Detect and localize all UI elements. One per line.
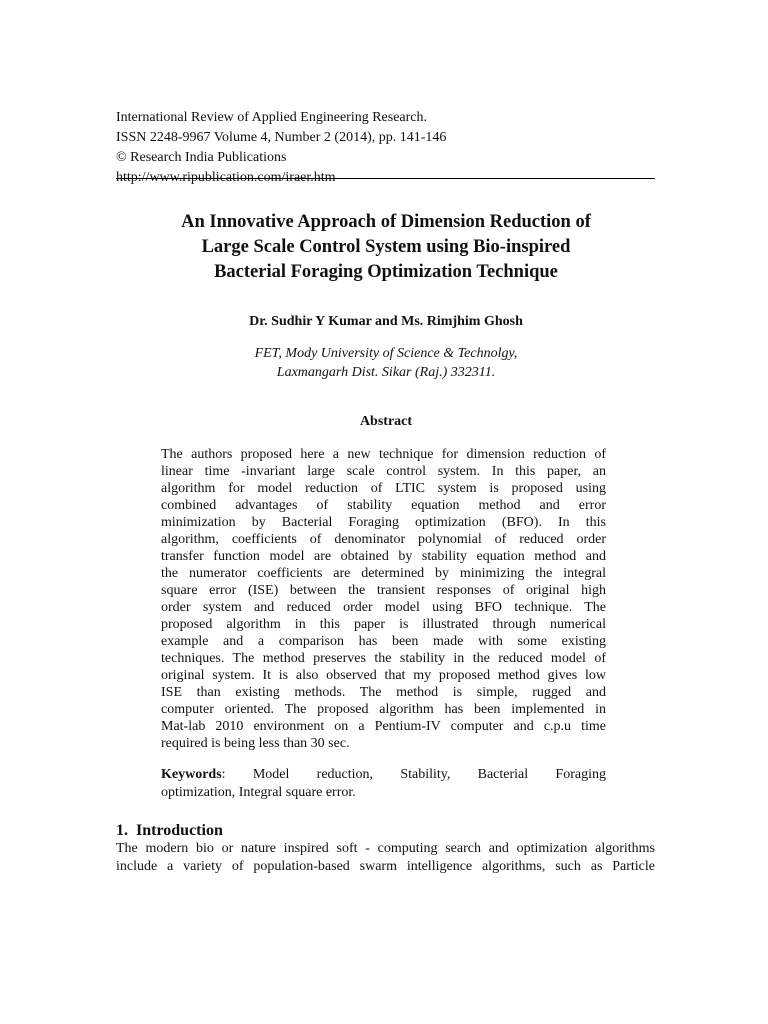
introduction-body: [116, 840, 655, 876]
abstract-line: the numerator coefficients are determined by minimizing the integral: [161, 566, 606, 581]
abstract-line: computer oriented. The proposed algorithm has been implemented in: [161, 702, 606, 717]
keywords-label: Keywords: [161, 767, 222, 782]
abstract-line: ISE than existing methods. The method is simple, rugged and: [161, 685, 606, 700]
abstract-line: example and a comparison has been made with some existing: [161, 634, 606, 649]
abstract-heading: Abstract: [359, 414, 413, 429]
abstract-line: linear time -invariant large scale control system. In this paper, an: [161, 464, 606, 479]
abstract-line: Mat-lab 2010 environment on a Pentium-IV computer and c.p.u time: [161, 719, 606, 734]
paper-title: [116, 210, 656, 285]
issn-line: ISSN 2248-9967 Volume 4, Number 2 (2014), pp. 141-146: [116, 130, 447, 145]
journal-url: http://www.ripublication.com/iraer.htm: [116, 170, 336, 185]
title-line: An Innovative Approach of Dimension Reduction of: [181, 212, 591, 232]
abstract-body: [161, 446, 606, 752]
intro-line: include a variety of population-based swarm intelligence algorithms, such as Particle: [116, 859, 655, 874]
abstract-line: minimization by Bacterial Foraging optimization (BFO). In this: [161, 515, 606, 530]
keywords-line: [161, 766, 606, 784]
journal-header: [116, 108, 656, 188]
section-number: 1.: [116, 822, 128, 839]
section-title: Introduction: [136, 822, 223, 839]
abstract-line: required is being less than 30 sec.: [161, 736, 350, 751]
title-line: Bacterial Foraging Optimization Technique: [214, 262, 558, 282]
section-heading-introduction: [116, 821, 656, 841]
keywords-line-2: optimization, Integral square error.: [161, 785, 356, 800]
author-affiliation: [116, 344, 656, 382]
title-line: Large Scale Control System using Bio-inspired: [201, 237, 571, 257]
abstract-line: original system. It is also observed that my proposed method gives low: [161, 668, 606, 683]
affiliation-line: FET, Mody University of Science & Technolgy,: [254, 346, 518, 361]
abstract-line: The authors proposed here a new technique for dimension reduction of: [161, 447, 606, 462]
abstract-line: algorithm for model reduction of LTIC system is proposed using: [161, 481, 606, 496]
abstract-line: techniques. The method preserves the stability in the reduced model of: [161, 651, 606, 666]
keywords-text: : Model reduction, Stability, Bacterial Foraging: [221, 767, 606, 782]
publisher-line: © Research India Publications: [116, 150, 287, 165]
abstract-line: transfer function model are obtained by stability equation method and: [161, 549, 606, 564]
affiliation-line: Laxmangarh Dist. Sikar (Raj.) 332311.: [276, 365, 496, 380]
abstract-line: square error (ISE) between the transient responses of original high: [161, 583, 606, 598]
paper-authors: Dr. Sudhir Y Kumar and Ms. Rimjhim Ghosh: [249, 314, 523, 329]
journal-name: International Review of Applied Engineering Research.: [116, 110, 428, 125]
abstract-line: proposed algorithm in this paper is illustrated through numerical: [161, 617, 606, 632]
abstract-line: algorithm, coefficients of denominator polynomial of reduced order: [161, 532, 606, 547]
intro-line: The modern bio or nature inspired soft - computing search and optimization algorithms: [116, 841, 655, 856]
abstract-line: combined advantages of stability equation method and error: [161, 498, 606, 513]
abstract-line: order system and reduced order model using BFO technique. The: [161, 600, 606, 615]
keywords-block: [161, 766, 606, 802]
header-divider: [116, 178, 655, 179]
